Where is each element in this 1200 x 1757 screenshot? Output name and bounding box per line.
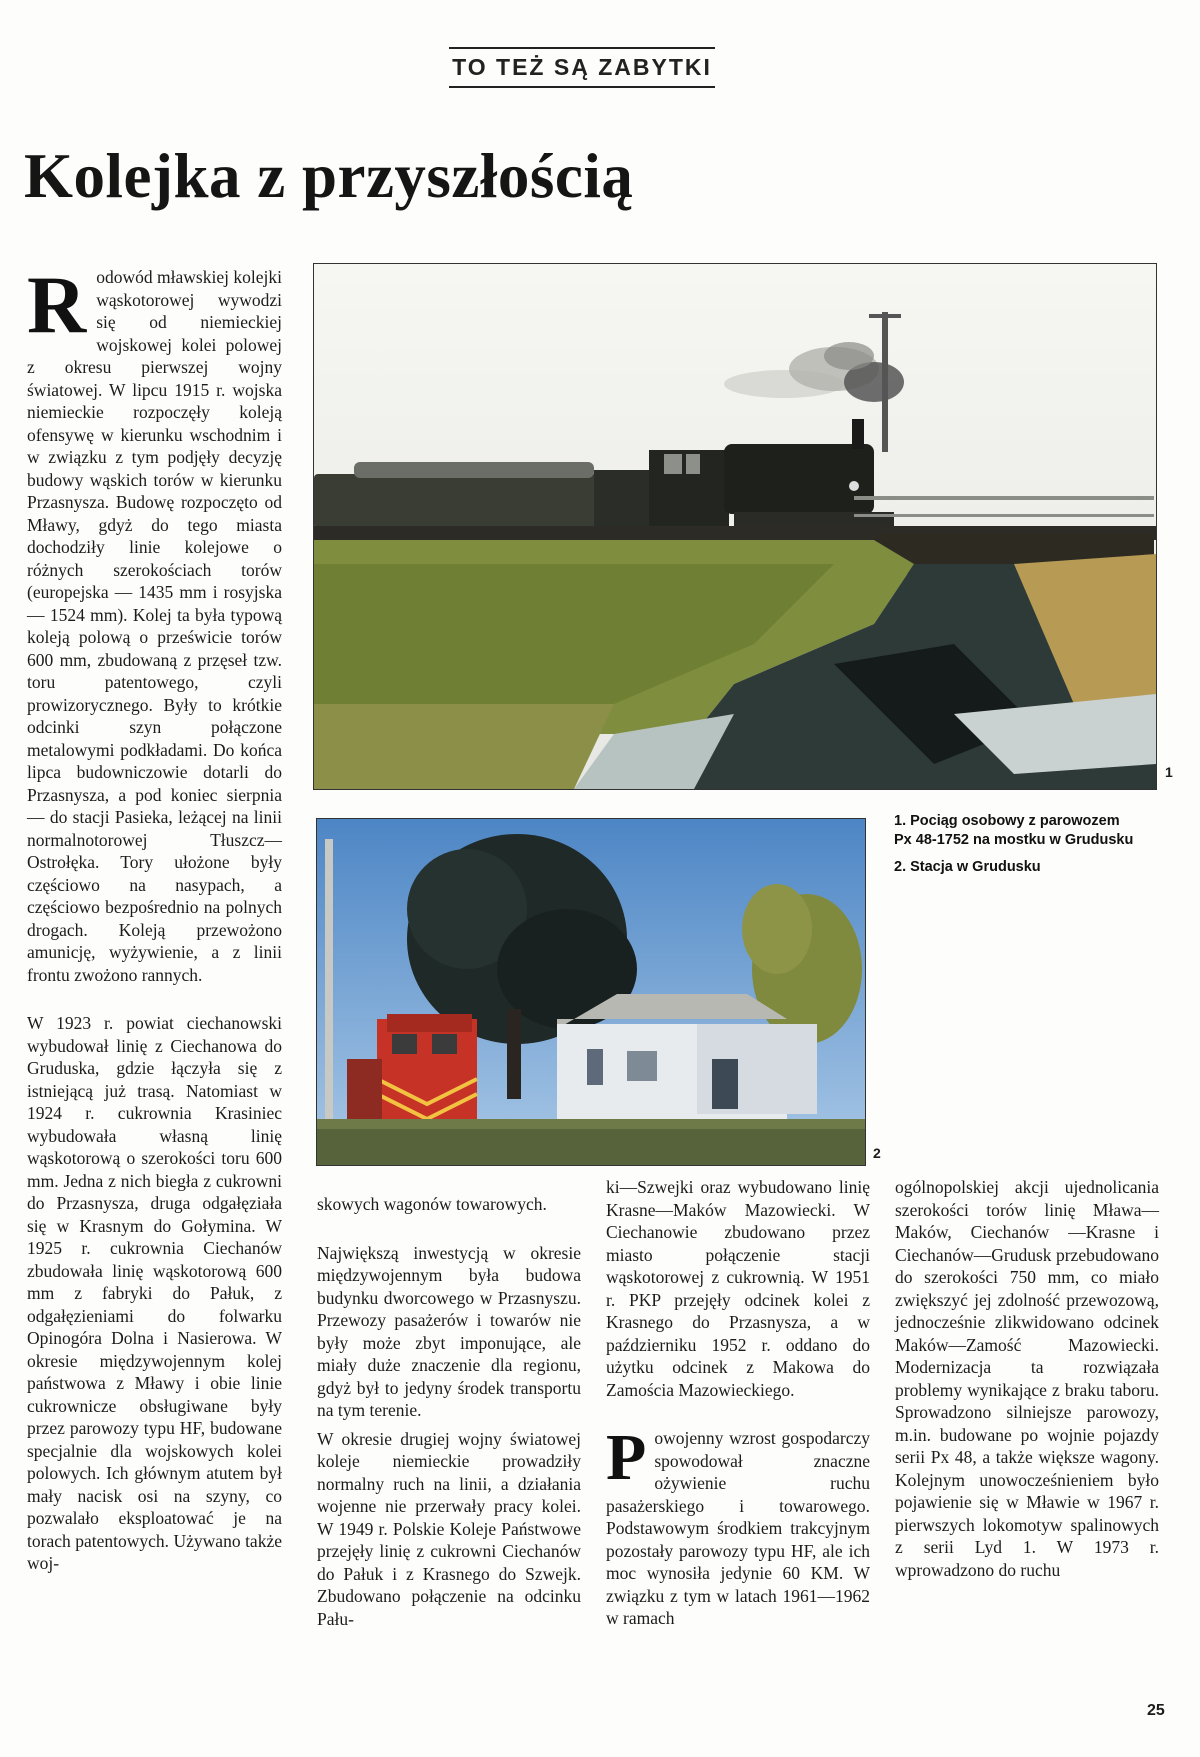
drop-cap: R (27, 259, 87, 350)
paragraph-text: owojenny wzrost gospodarczy spowodował znaczne ożywienie ruchu pasażerskiego i towarowego. Podstawowym środkiem trakcyjnym pozostały parowozy typu HF, ale ich moc wynosiła jedynie 60 KM. W związku z tym w latach 1961—1962 w ramach (606, 1428, 870, 1628)
photo-station-grudusk (316, 818, 866, 1166)
photo-number: 1 (1165, 764, 1173, 780)
paragraph: ogólnopolskiej akcji ujednolicania szerokości torów linię Mława—Maków, Ciechanów —Krasne i Ciechanów—Grudusk przebudowano do szerokości 750 mm, co miało zwiększyć jej zdolność przewozową, jednocześnie zlikwidowano odcinek Maków—Zamość Mazowiecki. Modernizacja ta rozwiązała problemy wynikające z braku taboru. Sprowadzono silniejsze parowozy, m.in. budowane po wojnie pojazdy serii Px 48, a także większe wagony. Kolejnym unowocześnieniem było pojawienie się w Mławie w 1967 r. pierwszych lokomotyw spalinowych z serii Lyd 1. W 1973 r. wprowadzono do ruchu (895, 1177, 1159, 1580)
photo-captions (894, 812, 1134, 885)
section-label: TO TEŻ SĄ ZABYTKI (449, 47, 715, 88)
paragraph: ki—Szwejki oraz wybudowano linię Krasne—Maków Mazowiecki. W Ciechanowie zbudowano przez miasto połączenie stacji wąskotorowej z cukrownią. W 1951 r. PKP przejęły odcinek kolei z Krasnego do Przasnysza, a w październiku 1952 r. oddano do użytku odcinek z Makowa do Zamościa Mazowieckiego. (606, 1177, 870, 1400)
paragraph-text: odowód mławskiej kolejki wąskotorowej wywodzi się od niemieckiej wojskowej kolei polowej z okresu pierwszej wojny światowej. W lipcu 1915 r. wojska niemieckie rozpoczęły koleją ofensywę w kierunku wschodnim i w związku z tym podjęły decyzję budowy wąskich torów w kierunku Przasnysza. Budowę rozpoczęto od Mławy, gdyż do tego miasta dochodziły linie kolejowe o różnych szerokościach torów (europejska — 1435 mm i rosyjska — 1524 mm). Kolej ta była typową koleją polową o prześwicie torów 600 mm, zbudowaną z przęseł tzw. toru patentowego, czyli prowizorycznego. Były to krótkie odcinki szyn połączone metalowymi podkładami. Do końca lipca budowniczowie dotarli do Przasnysza, a pod koniec sierpnia — do stacji Pasieka, leżącej na linii normalnotorowej Tłuszcz—Ostrołęka. Tory ułożone były częściowo na nasypach, a częściowo bezpośrednio na polnych drogach. Koleją przewożono amunicję, wyżywienie, a z linii frontu zwożono rannych. (27, 267, 282, 985)
text-column-3 (606, 1176, 870, 1656)
text-column-2 (317, 1193, 581, 1656)
paragraph: W okresie drugiej wojny światowej koleje niemieckie prowadziły normalny ruch na linii, a działania wojenne nie przerwały pracy kolei. W 1949 r. Polskie Koleje Państwowe przejęły linię z cukrowni Ciechanów do Pałuk i z Krasnego do Szwejk. Zbudowano połączenie na odcinku Pału- (317, 1428, 581, 1629)
photo-steam-train-on-bridge (313, 263, 1157, 790)
text-column-1 (27, 259, 282, 1601)
drop-cap: P (606, 1421, 647, 1494)
photo-number: 2 (873, 1145, 881, 1161)
article-title: Kolejka z przyszłością (24, 141, 634, 211)
caption-photo-1: 1. Pociąg osobowy z parowozem Px 48-1752 na mostku w Grudusku (894, 813, 1134, 848)
caption-photo-2: 2. Stacja w Grudusku (894, 859, 1041, 875)
text-column-4 (895, 1176, 1159, 1607)
paragraph: W 1923 r. powiat ciechanowski wybudował linię z Ciechanowa do Gruduska, gdzie łączyła się z istniejącą już trasą. Natomiast w 1924 r. cukrownia Krasiniec wybudowała własną linię wąskotorową o szerokości toru 600 mm. Jedna z nich biegła z cukrowni do Przasnysza, druga odgałęziała się w Krasnym do Gołymina. W 1925 r. cukrownia Ciechanów zbudowała linię wąskotorową 600 mm z fabryki do Pałuk, z odgałęzieniami do folwarku Opinogóra Dolna i Nasierowa. W okresie międzywojennym kolej państwowa z Mławy i obie linie cukrownicze obsługiwane były przez parowozy typu HF, budowane specjalnie dla wojskowych kolei polowych. Ich głównym atutem był mały nacisk osi na szyny, co pozwalało eksploatować je na torach patentowych. Używano także woj- (27, 1013, 282, 1573)
page-number: 25 (1147, 1702, 1165, 1719)
paragraph: skowych wagonów towarowych. (317, 1194, 547, 1214)
paragraph: Największą inwestycją w okresie międzywojennym była budowa budynku dworcowego w Przasnyszu. Przewozy pasażerów i towarów nie były może zbyt imponujące, ale miały duże znaczenie dla regionu, gdyż był to jedyny środek transportu na tym terenie. (317, 1242, 581, 1420)
paragraph (606, 1421, 870, 1630)
paragraph (27, 259, 282, 986)
